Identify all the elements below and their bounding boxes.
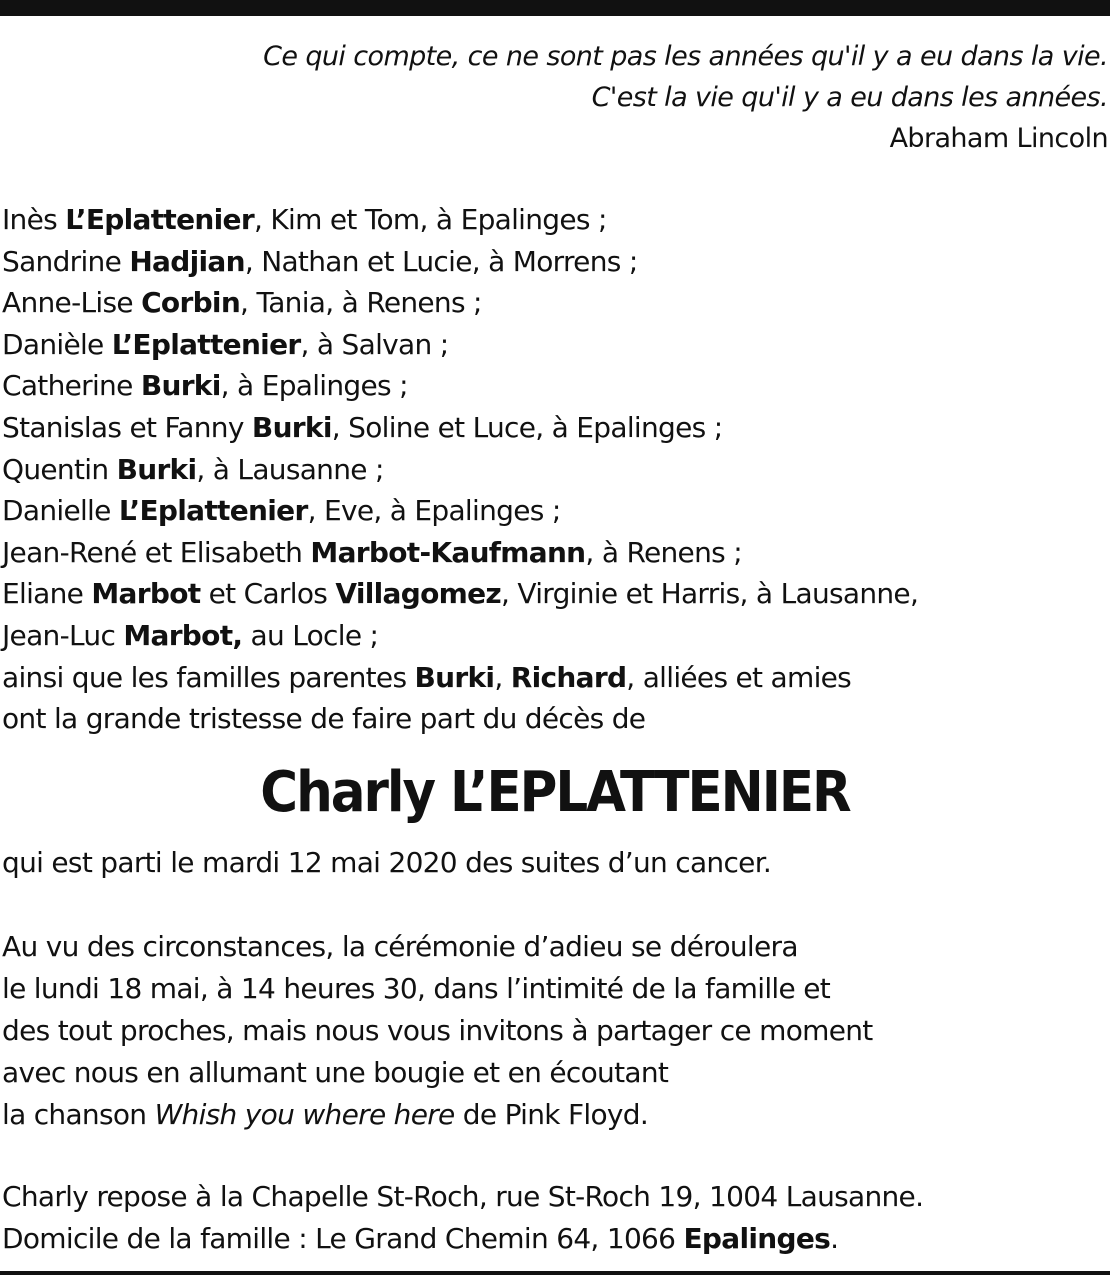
family-line: Anne-Lise Corbin, Tania, à Renens ; — [2, 286, 482, 320]
family-line-jean-luc: Jean-Luc Marbot, au Locle ; — [2, 618, 379, 652]
address-paragraph — [2, 1176, 923, 1260]
family-line: Stanislas et Fanny Burki, Soline et Luce, à Epalinges ; — [2, 410, 723, 444]
ceremony-line: des tout proches, mais nous vous invitons à partager ce moment — [2, 1014, 873, 1047]
family-line: Inès L’Eplattenier, Kim et Tom, à Epalinges ; — [2, 203, 607, 236]
relatives-line: ainsi que les familles parentes Burki, Richard, alliées et amies — [2, 660, 852, 694]
ceremony-line: le lundi 18 mai, à 14 heures 30, dans l’intimité de la famille et — [2, 972, 831, 1005]
ceremony-line: avec nous en allumant une bougie et en écoutant — [2, 1056, 669, 1089]
chapel-line: Charly repose à la Chapelle St-Roch, rue St-Roch 19, 1004 Lausanne. — [2, 1180, 924, 1213]
ceremony-paragraph — [2, 926, 873, 1136]
death-line: qui est parti le mardi 12 mai 2020 des suites d’un cancer. — [2, 846, 772, 879]
family-list — [2, 199, 918, 740]
announcement-line: ont la grande tristesse de faire part du décès de — [2, 702, 646, 736]
ceremony-line: Au vu des circonstances, la cérémonie d’adieu se déroulera — [2, 930, 798, 963]
death-notice — [2, 842, 771, 884]
family-line: Quentin Burki, à Lausanne ; — [2, 452, 384, 486]
domicile-line: Domicile de la famille : Le Grand Chemin 64, 1066 Epalinges. — [2, 1222, 839, 1255]
quote-line-2: C'est la vie qu'il y a eu dans les années. — [591, 82, 1108, 113]
quote-author: Abraham Lincoln — [889, 123, 1108, 154]
bottom-border — [0, 1271, 1110, 1275]
family-line: Danièle L’Eplattenier, à Salvan ; — [2, 327, 449, 361]
epigraph-quote — [263, 36, 1108, 159]
family-line: Danielle L’Eplattenier, Eve, à Epalinges ; — [2, 494, 561, 528]
family-line: Jean-René et Elisabeth Marbot-Kaufmann, à Renens ; — [2, 535, 742, 569]
quote-line-1: Ce qui compte, ce ne sont pas les années qu'il y a eu dans la vie. — [263, 41, 1108, 72]
family-line: Sandrine Hadjian, Nathan et Lucie, à Morrens ; — [2, 244, 638, 278]
song-title: Whish you where here — [154, 1098, 455, 1131]
family-line: Catherine Burki, à Epalinges ; — [2, 369, 408, 403]
deceased-name: Charly L’EPLATTENIER — [260, 760, 850, 825]
family-line-eliane: Eliane Marbot et Carlos Villagomez, Virginie et Harris, à Lausanne, — [2, 577, 919, 611]
top-border — [0, 0, 1110, 16]
ceremony-line: la chanson Whish you where here de Pink Floyd. — [2, 1098, 649, 1131]
